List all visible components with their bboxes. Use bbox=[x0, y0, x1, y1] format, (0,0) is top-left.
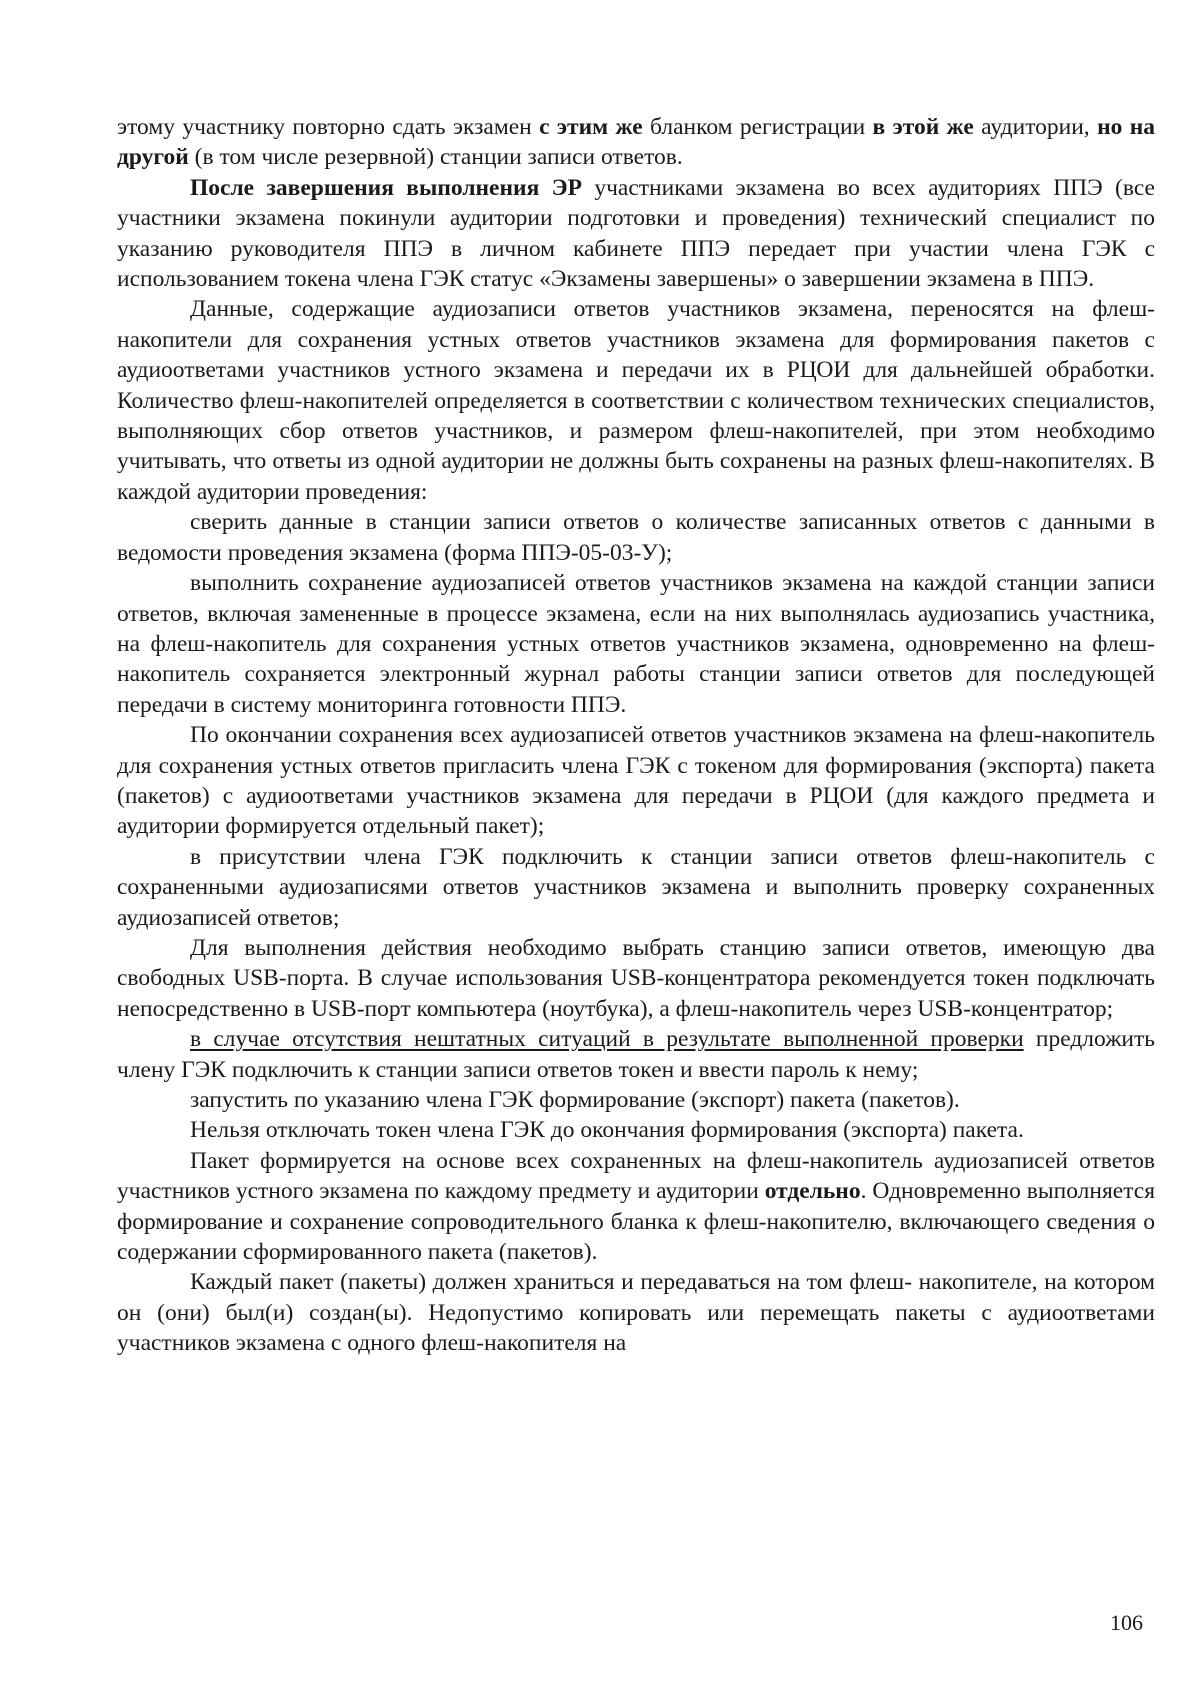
text-segment: Данные, содержащие аудиозаписи ответов участников экзамена, переносятся на флеш-накопители для сохранения устных ответов участников экзамена для формирования пакетов с аудиоответами участников устного экзамена и передачи их в РЦОИ для дальнейшей обработки. Количество флеш-накопителей определяется в соответствии с количеством технических специалистов, выполняющих сбор ответов участников, и размером флеш-накопителей, при этом необходимо учитывать, что ответы из одной аудитории не должны быть сохранены на разных флеш-накопителях. В каждой аудитории проведения: bbox=[117, 296, 1155, 505]
text-segment: этому участнику повторно сдать экзамен bbox=[117, 114, 540, 140]
paragraph-2 bbox=[117, 173, 1155, 295]
text-segment: (в том числе резервной) станции записи ответов. bbox=[188, 144, 683, 171]
paragraph-3 bbox=[117, 294, 1155, 507]
paragraph-12 bbox=[117, 1146, 1155, 1268]
paragraph-10 bbox=[117, 1085, 1155, 1115]
text-segment: сверить данные в станции записи ответов о количестве записанных ответов с данными в ведомости проведения экзамена (форма ППЭ-05-03-У); bbox=[117, 509, 1155, 566]
text-segment: выполнить сохранение аудиозаписей ответов участников экзамена на каждой станции записи ответов, включая замененные в процессе экзамена, если на них выполнялась аудиозапись участника, на флеш-накопитель для сохранения устных ответов участников экзамена, одновременно на флеш-накопитель сохраняется электронный журнал работы станции записи ответов для последующей передачи в систему мониторинга готовности ППЭ. bbox=[117, 570, 1155, 718]
paragraph-7 bbox=[117, 842, 1155, 933]
page-number: 106 bbox=[1110, 1610, 1143, 1635]
text-segment: в присутствии члена ГЭК подключить к станции записи ответов флеш-накопитель с сохраненными аудиозаписями ответов участников экзамена и выполнить проверку сохраненных аудиозаписей ответов; bbox=[117, 843, 1155, 931]
text-segment: . Одновременно выполняется формирование и сохранение сопроводительного бланка к флеш-накопителю, включающего сведения о содержании сформированного пакета (пакетов). bbox=[117, 1178, 1155, 1266]
text-segment: Для выполнения действия необходимо выбрать станцию записи ответов, имеющую два свободных USB-порта. В случае использования USB-концентратора рекомендуется токен подключать непосредственно в USB-порт компьютера (ноутбука), а флеш-накопитель через USB-концентратор; bbox=[117, 934, 1155, 1022]
text-segment: Нельзя отключать токен члена ГЭК до окончания формирования (экспорта) пакета. bbox=[190, 1117, 1024, 1144]
text-segment: По окончании сохранения всех аудиозаписей ответов участников экзамена на флеш-накопитель для сохранения устных ответов пригласить члена ГЭК с токеном для формирования (экспорта) пакета (пакетов) с аудиоответами участников экзамена для передачи в РЦОИ (для каждого предмета и аудитории формируется отдельный пакет); bbox=[117, 722, 1155, 840]
bold-text: После завершения выполнения ЭР bbox=[190, 174, 582, 201]
paragraph-6 bbox=[117, 720, 1155, 842]
bold-text: в этой же bbox=[872, 114, 974, 140]
text-segment: запустить по указанию члена ГЭК формирование (экспорт) пакета (пакетов). bbox=[190, 1087, 960, 1113]
document-body bbox=[117, 112, 1155, 1359]
text-segment: Каждый пакет (пакеты) должен храниться и передаваться на том флеш- накопителе, на котором он (они) был(и) создан(ы). Недопустимо копировать или перемещать пакеты с аудиоответами участников экзамена с одного флеш-накопителя на bbox=[117, 1269, 1155, 1357]
paragraph-9 bbox=[117, 1024, 1155, 1085]
bold-text: отдельно bbox=[764, 1178, 861, 1205]
paragraph-1 bbox=[117, 112, 1155, 173]
text-segment: Пакет формируется на основе всех сохраненных на флеш-накопитель аудиозаписей ответов участников устного экзамена по каждому предмету и аудитории bbox=[117, 1147, 1155, 1205]
paragraph-4 bbox=[117, 507, 1155, 568]
paragraph-5 bbox=[117, 568, 1155, 720]
underlined-text: в случае отсутствия нештатных ситуаций в результате выполненной проверки bbox=[190, 1026, 1024, 1053]
text-segment: аудитории, bbox=[973, 114, 1098, 140]
bold-text: но на другой bbox=[117, 114, 1156, 171]
text-segment: бланком регистрации bbox=[642, 114, 873, 140]
text-segment: участниками экзамена во всех аудиториях ППЭ (все участники экзамена покинули аудитории подготовки и проведения) технический специалист по указанию руководителя ППЭ в личном кабинете ППЭ передает при участии члена ГЭК с использованием токена члена ГЭК статус «Экзамены завершены» о завершении экзамена в ППЭ. bbox=[117, 174, 1155, 293]
paragraph-13 bbox=[117, 1267, 1155, 1358]
bold-text: с этим же bbox=[539, 114, 643, 140]
text-segment: предложить члену ГЭК подключить к станции записи ответов токен и ввести пароль к нему; bbox=[117, 1026, 1155, 1083]
paragraph-11 bbox=[117, 1115, 1155, 1145]
paragraph-8 bbox=[117, 933, 1155, 1024]
